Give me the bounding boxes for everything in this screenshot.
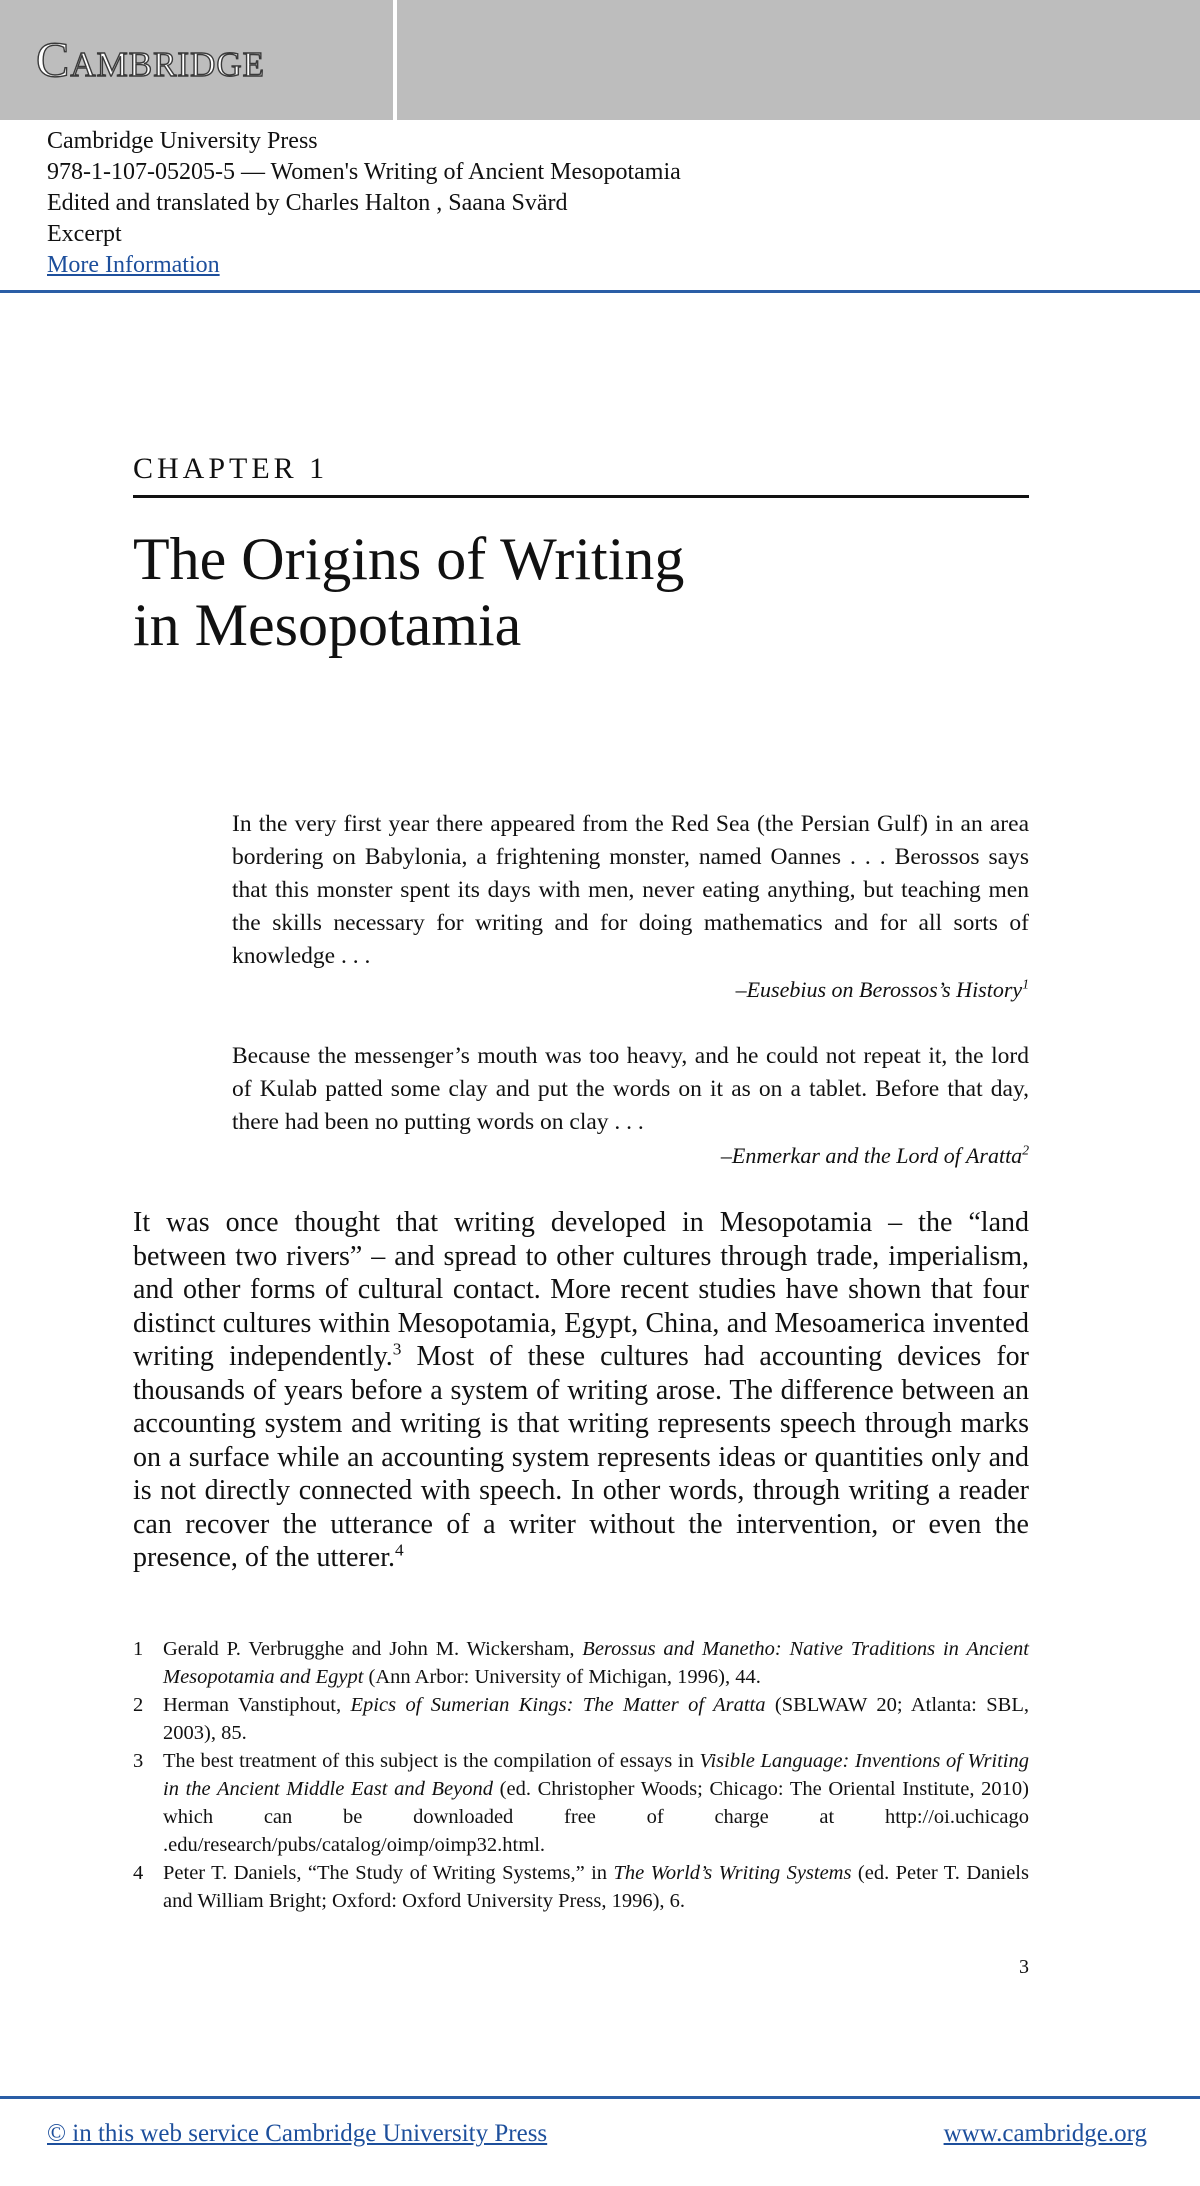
- epigraph-source-text: –Eusebius on Berossos’s History: [735, 977, 1023, 1002]
- epigraph-1: [232, 808, 1029, 1006]
- footnote-text: [163, 1691, 1029, 1747]
- footnote-text: [163, 1859, 1029, 1915]
- footnote-number: 3: [133, 1750, 144, 1772]
- chapter-title-line-2: in Mesopotamia: [133, 592, 522, 658]
- footnotes: [133, 1635, 1029, 1915]
- footnote-title: Visible Language: Inventions of Writing in the Ancient Middle East and Beyond: [163, 1750, 1030, 1800]
- footnote-number: 2: [133, 1694, 144, 1716]
- footnote-text-post: (ed. Peter T. Daniels and William Bright; Oxford: Oxford University Press, 1996), 6.: [163, 1862, 1029, 1912]
- footnote: [133, 1691, 1029, 1747]
- page-number: 3: [1019, 1956, 1029, 1978]
- footer-divider: [0, 2096, 1200, 2099]
- footnote-title: The World’s Writing Systems: [613, 1862, 852, 1884]
- body-paragraph: [133, 1206, 1029, 1575]
- footnote-text-post: (SBLWAW 20; Atlanta: SBL, 2003), 85.: [163, 1694, 1029, 1744]
- footnote-ref[interactable]: 4: [394, 1540, 404, 1560]
- footnote-ref[interactable]: 2: [1022, 1142, 1029, 1158]
- footnote-text: [163, 1635, 1029, 1691]
- chapter-title: [133, 526, 684, 658]
- footnote-text-pre: Herman Vanstiphout,: [163, 1694, 351, 1716]
- epigraph-2: [232, 1040, 1029, 1172]
- footnote-title: Epics of Sumerian Kings: The Matter of Aratta: [350, 1694, 766, 1716]
- footnote-text-pre: The best treatment of this subject is the compilation of essays in: [163, 1750, 700, 1772]
- footnote-number: 1: [133, 1638, 144, 1660]
- footnote: [133, 1859, 1029, 1915]
- epigraph-source: [232, 973, 1029, 1006]
- chapter-label: CHAPTER 1: [133, 452, 329, 485]
- footnote: [133, 1747, 1029, 1859]
- epigraph-text: Because the messenger’s mouth was too heavy, and he could not repeat it, the lord of Kulab patted some clay and put the words on it as on a tablet. Before that day, there had been no putting words on clay . . .: [232, 1043, 1029, 1135]
- publisher: Cambridge University Press: [47, 128, 318, 154]
- editors: Edited and translated by Charles Halton , Saana Svärd: [47, 190, 568, 216]
- footnote-number: 4: [133, 1862, 144, 1884]
- chapter-title-line-1: The Origins of Writing: [133, 526, 685, 592]
- header-band-right: [397, 0, 1200, 120]
- footnote: [133, 1635, 1029, 1691]
- body-text-part-2: Most of these cultures had accounting devices for thousands of years before a system of writing arose. The difference between an accounting system and writing is that writing represents speech through marks on a surface while an accounting system represents ideas or quantities only and is not directly connected with speech. In other words, through writing a reader can recover the utterance of a writer without the intervention, or even the presence, of the utterer.: [133, 1341, 1029, 1573]
- footnote-text-pre: Peter T. Daniels, “The Study of Writing Systems,” in: [163, 1862, 614, 1884]
- footnote-text-post: (ed. Christopher Woods; Chicago: The Oriental Institute, 2010) which can be downloaded free of charge at http://oi.uchicago .edu/research/pubs/catalog/oimp/oimp32.html.: [163, 1778, 1030, 1856]
- epigraph-source-text: –Enmerkar and the Lord of Aratta: [720, 1143, 1023, 1168]
- epigraph-text: In the very first year there appeared from the Red Sea (the Persian Gulf) in an area bordering on Babylonia, a frightening monster, named Oannes . . . Berossos says that this monster spent its days with men, never eating anything, but teaching men the skills necessary for writing and for doing mathematics and for all sorts of knowledge . . .: [232, 811, 1029, 969]
- body-text-part-1: It was once thought that writing developed in Mesopotamia – the “land between two rivers” – and spread to other cultures through trade, imperialism, and other forms of cultural contact. More recent studies have shown that four distinct cultures within Mesopotamia, Egypt, China, and Mesoamerica invented writing independently.: [133, 1207, 1029, 1372]
- more-information-link[interactable]: More Information: [47, 252, 220, 278]
- footnote-ref[interactable]: 1: [1022, 976, 1029, 992]
- header-divider: [0, 290, 1200, 293]
- cambridge-logo: [0, 0, 393, 120]
- website-link[interactable]: www.cambridge.org: [943, 2120, 1147, 2147]
- footer-left: [47, 2120, 547, 2148]
- footnote-text: [163, 1747, 1029, 1859]
- footnote-title: Berossus and Manetho: Native Traditions in Ancient Mesopotamia and Egypt: [163, 1638, 1029, 1688]
- chapter-rule: [133, 495, 1029, 498]
- logo-text: Cambridge: [36, 31, 266, 87]
- excerpt-label: Excerpt: [47, 221, 122, 247]
- copyright-link[interactable]: © in this web service Cambridge University Press: [47, 2120, 548, 2147]
- footer-right: [944, 2120, 1147, 2148]
- isbn-title: 978-1-107-05205-5 — Women's Writing of Ancient Mesopotamia: [47, 159, 681, 185]
- footnote-ref[interactable]: 3: [392, 1339, 402, 1359]
- footnote-text-post: (Ann Arbor: University of Michigan, 1996), 44.: [363, 1666, 761, 1688]
- epigraph-source: [232, 1139, 1029, 1172]
- footnote-text-pre: Gerald P. Verbrugghe and John M. Wickersham,: [163, 1638, 583, 1660]
- header-band: [0, 0, 1200, 120]
- book-metadata: [47, 126, 681, 281]
